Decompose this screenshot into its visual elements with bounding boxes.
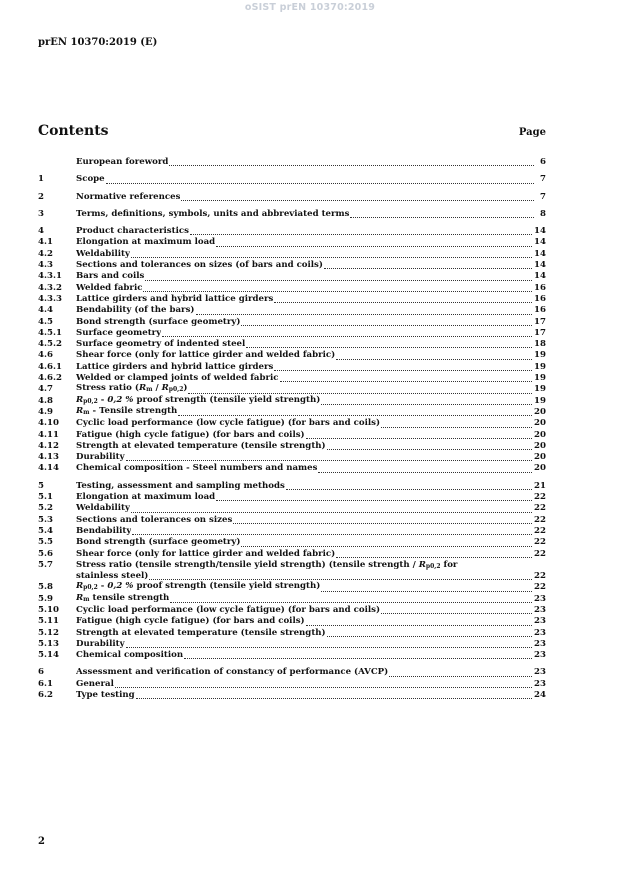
toc-entry-number: 4.7 <box>38 384 53 395</box>
toc-entry-page: 22 <box>534 492 546 503</box>
toc-entry-page: 23 <box>534 604 546 615</box>
toc-entry-number: 5.12 <box>38 627 59 638</box>
dot-leader <box>306 624 532 626</box>
toc-entry[interactable] <box>38 339 546 350</box>
toc-entry-page: 7 <box>540 191 546 202</box>
toc-entry-title: Fatigue (high cycle fatigue) (for bars and coils) <box>76 429 305 440</box>
toc-entry[interactable] <box>38 260 546 271</box>
toc-entry-title: Lattice girders and hybrid lattice girders <box>76 293 274 304</box>
toc-entry-title: Strength at elevated temperature (tensile strength) <box>76 440 326 451</box>
dot-leader <box>321 590 532 592</box>
toc-entry-page: 20 <box>534 463 546 474</box>
toc-entry-title: Product characteristics <box>76 226 189 237</box>
dot-leader <box>181 199 534 201</box>
toc-entry-page: 24 <box>534 690 546 701</box>
document-id: prEN 10370:2019 (E) <box>38 37 158 48</box>
toc-entry-number: 4.9 <box>38 406 53 417</box>
dot-leader <box>324 267 532 269</box>
toc-entry[interactable] <box>38 271 546 282</box>
toc-entry[interactable] <box>38 283 546 294</box>
toc-entry-title: European foreword <box>76 157 169 167</box>
toc-entry-title: Chemical composition - Steel numbers and names <box>76 463 318 474</box>
toc-entry-page: 19 <box>534 395 546 406</box>
toc-entry-title: Durability <box>76 638 125 649</box>
toc-entry-title: $R_{p0,2} - 0,2$ % proof strength (tensile yield strength) <box>76 394 321 405</box>
toc-entry-page: 19 <box>534 361 546 372</box>
dot-leader <box>106 182 534 184</box>
toc-entry-title: Bond strength (surface geometry) <box>76 537 241 548</box>
toc-entry-title: $R_m$ - Tensile strength <box>76 405 178 416</box>
dot-leader <box>336 358 532 360</box>
toc-entry-title: Testing, assessment and sampling methods <box>76 480 285 491</box>
toc-entry-title: Sections and tolerances on sizes (of bars and coils) <box>76 260 323 271</box>
dot-leader <box>126 646 532 648</box>
toc-entry-number: 3 <box>38 208 44 219</box>
toc-entry-page: 17 <box>534 327 546 338</box>
toc-entry-number: 5.9 <box>38 593 53 604</box>
dot-leader <box>274 301 532 303</box>
toc-entry-number: 4.14 <box>38 463 59 474</box>
toc-entry-title: Shear force (only for lattice girder and welded fabric) <box>76 350 336 361</box>
toc-entry-number: 6.1 <box>38 678 53 689</box>
toc-entry[interactable] <box>38 407 546 418</box>
toc-entry-page: 22 <box>534 514 546 525</box>
toc-entry-title: Weldability <box>76 248 131 259</box>
toc-entry-number: 4.3.2 <box>38 282 62 293</box>
toc-entry-page: 23 <box>534 650 546 661</box>
toc-entry[interactable] <box>38 294 546 305</box>
toc-entry-number: 4.10 <box>38 418 59 429</box>
toc-entry-title: Surface geometry of indented steel <box>76 339 246 350</box>
dot-leader <box>321 403 532 405</box>
toc-entry-title: Terms, definitions, symbols, units and abbreviated terms <box>76 208 350 219</box>
toc-entry-title: Sections and tolerances on sizes <box>76 514 233 525</box>
toc-entry-page: 23 <box>534 627 546 638</box>
toc-entry-page: 22 <box>534 571 546 582</box>
toc-entry-page: 20 <box>534 406 546 417</box>
toc-entry[interactable] <box>38 226 546 237</box>
toc-entry-number: 4.11 <box>38 429 59 440</box>
toc-entry-title: Normative references <box>76 191 181 202</box>
table-of-contents <box>38 157 546 701</box>
toc-entry-page: 22 <box>534 537 546 548</box>
dot-leader <box>196 313 533 315</box>
toc-entry[interactable] <box>38 237 546 248</box>
toc-entry-number: 4 <box>38 226 44 237</box>
toc-entry-number: 5.10 <box>38 604 59 615</box>
toc-entry-page: 23 <box>534 678 546 689</box>
page-column-label: Page <box>518 127 546 138</box>
toc-entry[interactable] <box>38 679 546 690</box>
toc-entry-number: 6 <box>38 667 44 678</box>
toc-entry-page: 23 <box>534 593 546 604</box>
toc-entry-page: 20 <box>534 452 546 463</box>
toc-entry-page: 16 <box>534 305 546 316</box>
toc-entry[interactable] <box>38 209 546 220</box>
toc-entry-title-continued: stainless steel) <box>76 571 149 582</box>
toc-entry-title: Durability <box>76 452 125 463</box>
toc-entry-page: 20 <box>534 440 546 451</box>
dot-leader <box>131 256 532 258</box>
toc-entry-title: Elongation at maximum load <box>76 492 216 503</box>
toc-entry-page: 20 <box>534 429 546 440</box>
toc-entry-number: 4.8 <box>38 395 53 406</box>
dot-leader <box>306 437 532 439</box>
toc-entry[interactable] <box>38 605 546 616</box>
toc-entry-page: 23 <box>534 638 546 649</box>
toc-entry-title: Bars and coils <box>76 271 145 282</box>
dot-leader <box>350 216 534 218</box>
dot-leader <box>233 522 532 524</box>
toc-entry[interactable] <box>38 515 546 526</box>
toc-entry[interactable] <box>38 616 546 627</box>
toc-entry[interactable] <box>38 503 546 514</box>
toc-entry-number: 5 <box>38 480 44 491</box>
toc-entry[interactable] <box>38 492 546 503</box>
toc-entry-number: 5.4 <box>38 525 53 536</box>
toc-entry-page: 14 <box>534 226 546 237</box>
dot-leader <box>184 657 532 659</box>
toc-entry-page: 17 <box>534 316 546 327</box>
toc-entry-title: Strength at elevated temperature (tensile strength) <box>76 627 326 638</box>
toc-entry[interactable] <box>38 317 546 328</box>
toc-entry-page: 19 <box>534 384 546 395</box>
dot-leader <box>115 686 532 688</box>
toc-entry-page: 22 <box>534 503 546 514</box>
toc-entry[interactable] <box>38 362 546 373</box>
dot-leader <box>131 511 532 513</box>
dot-leader <box>188 392 532 394</box>
toc-entry-title: Bendability <box>76 525 132 536</box>
dot-leader <box>274 369 532 371</box>
dot-leader <box>178 414 532 416</box>
toc-entry-number: 5.13 <box>38 638 59 649</box>
toc-entry[interactable] <box>38 418 546 429</box>
toc-entry-page: 19 <box>534 373 546 384</box>
toc-entry[interactable] <box>38 667 546 678</box>
toc-entry-page: 14 <box>534 260 546 271</box>
toc-entry-number: 5.8 <box>38 582 53 593</box>
toc-entry[interactable] <box>38 249 546 260</box>
dot-leader <box>170 601 532 603</box>
toc-entry-page: 14 <box>534 271 546 282</box>
toc-entry-number: 1 <box>38 174 44 185</box>
toc-entry[interactable] <box>38 628 546 639</box>
toc-entry-title: Scope <box>76 174 105 185</box>
toc-entry-number: 4.4 <box>38 305 53 316</box>
toc-entry[interactable] <box>38 481 546 492</box>
dot-leader <box>216 499 532 501</box>
dot-leader <box>389 675 532 677</box>
toc-entry-number: 4.5 <box>38 316 53 327</box>
toc-entry-title: Cyclic load performance (low cycle fatigue) (for bars and coils) <box>76 418 381 429</box>
toc-entry-number: 5.1 <box>38 492 53 503</box>
toc-entry-number: 5.2 <box>38 503 53 514</box>
toc-entry-number: 4.2 <box>38 248 53 259</box>
toc-entry-title: $R_{p0,2} - 0,2$ % proof strength (tensile yield strength) <box>76 581 321 592</box>
toc-entry-page: 20 <box>534 418 546 429</box>
toc-entry-title: Type testing <box>76 690 135 701</box>
toc-entry[interactable] <box>38 549 546 560</box>
toc-entry-page: 19 <box>534 350 546 361</box>
toc-entry-number: 5.7 <box>38 559 53 570</box>
toc-entry[interactable] <box>38 328 546 339</box>
toc-entry[interactable] <box>38 463 546 474</box>
dot-leader <box>381 426 532 428</box>
toc-entry-title: Stress ratio $(R_m / R_{p0,2})$ <box>76 383 188 394</box>
toc-entry-number: 4.1 <box>38 237 53 248</box>
toc-entry-number: 5.3 <box>38 514 53 525</box>
toc-entry-number: 6.2 <box>38 690 53 701</box>
dot-leader <box>246 346 532 348</box>
dot-leader <box>216 245 532 247</box>
toc-entry-title: Lattice girders and hybrid lattice girders <box>76 361 274 372</box>
dot-leader <box>241 324 532 326</box>
toc-entry-title: Welded fabric <box>76 282 143 293</box>
toc-entry-page: 14 <box>534 237 546 248</box>
toc-entry[interactable] <box>38 192 546 203</box>
toc-entry-title: Surface geometry <box>76 327 162 338</box>
toc-entry-number: 2 <box>38 191 44 202</box>
toc-entry-number: 4.6.2 <box>38 373 62 384</box>
toc-entry-page: 21 <box>534 480 546 491</box>
toc-entry-number: 4.13 <box>38 452 59 463</box>
toc-entry[interactable] <box>38 452 546 463</box>
toc-entry-page: 23 <box>534 667 546 678</box>
toc-entry-page: 14 <box>534 248 546 259</box>
toc-entry-page: 22 <box>534 548 546 559</box>
dot-leader <box>162 335 532 337</box>
toc-entry-page: 18 <box>534 339 546 350</box>
dot-leader <box>318 471 532 473</box>
toc-entry-page: 7 <box>540 174 546 185</box>
toc-entry[interactable] <box>38 430 546 441</box>
toc-entry[interactable] <box>38 690 546 701</box>
toc-entry-title: Chemical composition <box>76 650 184 661</box>
toc-entry[interactable] <box>38 174 546 185</box>
page-number: 2 <box>38 836 45 847</box>
dot-leader <box>381 612 532 614</box>
dot-leader <box>169 164 534 166</box>
toc-entry-number: 4.3.3 <box>38 293 62 304</box>
toc-entry-title: Cyclic load performance (low cycle fatigue) (for bars and coils) <box>76 604 381 615</box>
toc-entry[interactable] <box>38 639 546 650</box>
toc-entry-title: Bond strength (surface geometry) <box>76 316 241 327</box>
toc-entry-number: 4.6.1 <box>38 361 62 372</box>
toc-entry-title: Shear force (only for lattice girder and welded fabric) <box>76 548 336 559</box>
toc-entry-title: $R_m$ tensile strength <box>76 592 170 603</box>
dot-leader <box>149 578 532 580</box>
toc-entry[interactable] <box>38 157 546 168</box>
dot-leader <box>327 448 532 450</box>
toc-entry-number: 5.11 <box>38 616 59 627</box>
toc-entry-title: General <box>76 678 114 689</box>
dot-leader <box>190 233 532 235</box>
toc-entry-page: 23 <box>534 616 546 627</box>
toc-entry-page: 22 <box>534 582 546 593</box>
dot-leader <box>327 635 532 637</box>
watermark: oSIST prEN 10370:2019 <box>244 2 376 13</box>
toc-entry-number: 4.5.1 <box>38 327 62 338</box>
toc-entry[interactable] <box>38 650 546 661</box>
toc-entry-page: 8 <box>540 208 546 219</box>
toc-entry-number: 4.5.2 <box>38 339 62 350</box>
toc-entry[interactable] <box>38 594 546 605</box>
toc-entry-number: 5.5 <box>38 537 53 548</box>
toc-entry-number: 4.3.1 <box>38 271 62 282</box>
toc-entry[interactable] <box>38 560 546 583</box>
toc-entry-title: Weldability <box>76 503 131 514</box>
dot-leader <box>126 459 532 461</box>
toc-entry-page: 22 <box>534 525 546 536</box>
toc-entry[interactable] <box>38 305 546 316</box>
toc-entry-title: Bendability (of the bars) <box>76 305 195 316</box>
toc-entry-page: 16 <box>534 293 546 304</box>
dot-leader <box>136 697 532 699</box>
dot-leader <box>336 556 532 558</box>
dot-leader <box>286 488 532 490</box>
toc-entry-page: 16 <box>534 282 546 293</box>
toc-entry-page: 6 <box>540 157 546 167</box>
toc-entry-title: Assessment and verification of constancy of performance (AVCP) <box>76 667 389 678</box>
toc-entry[interactable] <box>38 537 546 548</box>
dot-leader <box>280 380 533 382</box>
toc-entry[interactable] <box>38 526 546 537</box>
toc-entry-title: Welded or clamped joints of welded fabric <box>76 373 279 384</box>
toc-entry[interactable] <box>38 350 546 361</box>
toc-entry-title: Fatigue (high cycle fatigue) (for bars and coils) <box>76 616 305 627</box>
contents-heading: Contents <box>38 123 109 139</box>
toc-entry-number: 5.6 <box>38 548 53 559</box>
toc-entry-title: Elongation at maximum load <box>76 237 216 248</box>
toc-entry-number: 4.12 <box>38 440 59 451</box>
toc-entry-number: 5.14 <box>38 650 59 661</box>
dot-leader <box>145 279 532 281</box>
dot-leader <box>241 545 532 547</box>
toc-entry-title: Stress ratio (tensile strength/tensile yield strength) (tensile strength / $R_{p0,2}$ for <box>76 559 458 570</box>
toc-entry-number: 4.3 <box>38 260 53 271</box>
dot-leader <box>132 533 532 535</box>
toc-entry[interactable] <box>38 441 546 452</box>
toc-entry-number: 4.6 <box>38 350 53 361</box>
dot-leader <box>143 290 532 292</box>
